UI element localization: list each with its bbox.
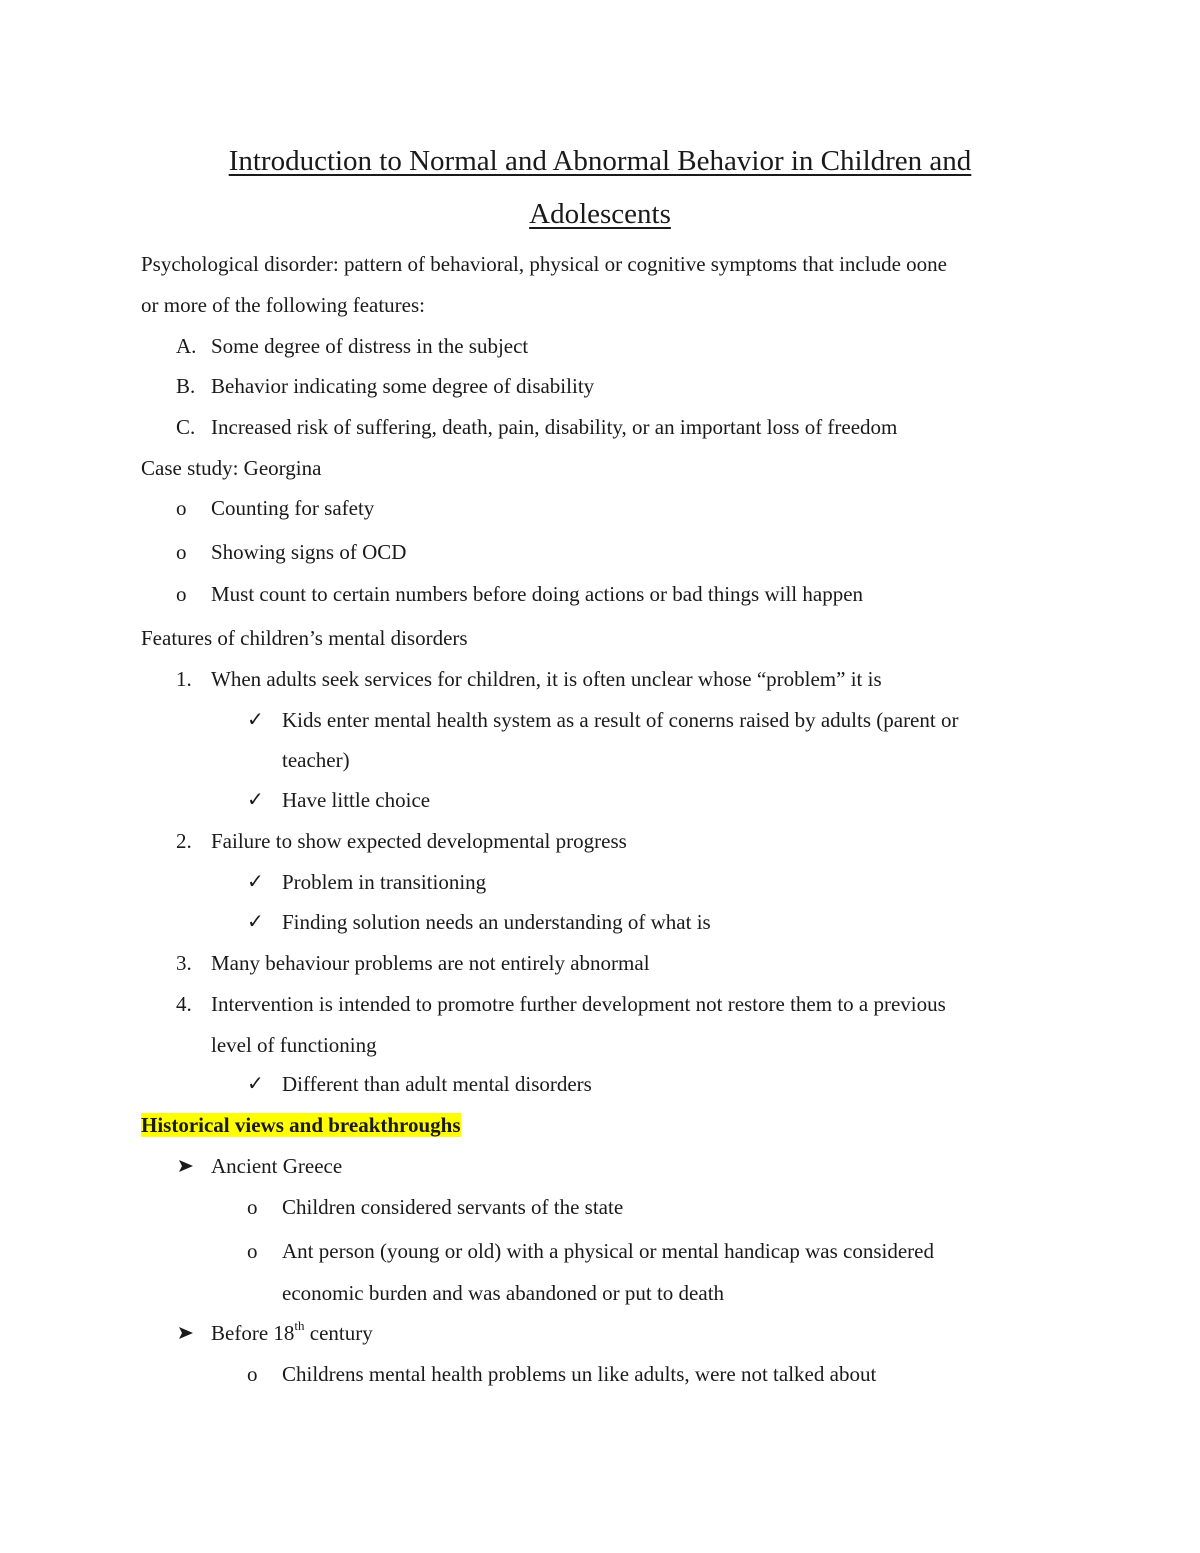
circle-bullet-icon: o: [176, 540, 187, 564]
circle-bullet-icon: o: [176, 496, 187, 520]
superscript-th: th: [294, 1318, 305, 1333]
checkmark-icon: ✓: [247, 869, 264, 893]
check-item: Different than adult mental disorders: [282, 1072, 592, 1096]
before-prefix: Before 18: [211, 1321, 295, 1345]
before-suffix: century: [304, 1321, 373, 1345]
check-item-continued: teacher): [282, 748, 350, 772]
history-item: [211, 1319, 373, 1347]
definition-line-2: or more of the following features:: [141, 293, 425, 317]
history-subitem: Ant person (young or old) with a physical or mental handicap was considered: [282, 1239, 934, 1263]
check-item: Kids enter mental health system as a result of conerns raised by adults (parent or: [282, 708, 959, 732]
history-subitem-continued: economic burden and was abandoned or put to death: [282, 1281, 725, 1305]
case-item: Counting for safety: [211, 496, 375, 520]
case-item: Showing signs of OCD: [211, 540, 407, 564]
checkmark-icon: ✓: [247, 909, 264, 933]
numbered-item-continued: level of functioning: [211, 1033, 377, 1057]
check-item: Have little choice: [282, 788, 431, 812]
list-marker-c: C.: [176, 415, 196, 439]
numbered-item: When adults seek services for children, it is often unclear whose “problem” it is: [211, 667, 882, 691]
feature-item: Behavior indicating some degree of disability: [211, 374, 595, 398]
checkmark-icon: ✓: [247, 787, 264, 811]
history-item: Ancient Greece: [211, 1154, 343, 1178]
features-heading: Features of children’s mental disorders: [141, 626, 468, 650]
list-marker-b: B.: [176, 374, 196, 398]
list-marker-4: 4.: [176, 992, 192, 1016]
list-marker-3: 3.: [176, 951, 192, 975]
highlighted-heading-text: Historical views and breakthroughs: [141, 1113, 461, 1137]
checkmark-icon: ✓: [247, 707, 264, 731]
case-study-heading: Case study: Georgina: [141, 456, 322, 480]
feature-item: Increased risk of suffering, death, pain, disability, or an important loss of freedom: [211, 415, 898, 439]
arrowhead-bullet-icon: [176, 1152, 196, 1180]
title-line-1: Introduction to Normal and Abnormal Behavior in Children and: [228, 145, 972, 177]
case-item: Must count to certain numbers before doing actions or bad things will happen: [211, 582, 864, 606]
list-marker-1: 1.: [176, 667, 192, 691]
check-item: Problem in transitioning: [282, 870, 487, 894]
circle-bullet-icon: o: [176, 582, 187, 606]
arrowhead-bullet-icon: [176, 1319, 196, 1347]
title-line-2: Adolescents: [529, 198, 671, 230]
list-marker-2: 2.: [176, 829, 192, 853]
historical-heading: [141, 1111, 461, 1139]
circle-bullet-icon: o: [247, 1362, 258, 1386]
circle-bullet-icon: o: [247, 1239, 258, 1263]
circle-bullet-icon: o: [247, 1195, 258, 1219]
check-item: Finding solution needs an understanding of what is: [282, 910, 711, 934]
feature-item: Some degree of distress in the subject: [211, 334, 529, 358]
numbered-item: Intervention is intended to promotre further development not restore them to a previous: [211, 992, 946, 1016]
numbered-item: Many behaviour problems are not entirely abnormal: [211, 951, 650, 975]
list-marker-a: A.: [176, 334, 197, 358]
history-subitem: Childrens mental health problems un like adults, were not talked about: [282, 1362, 877, 1386]
numbered-item: Failure to show expected developmental progress: [211, 829, 627, 853]
history-subitem: Children considered servants of the state: [282, 1195, 624, 1219]
definition-line-1: Psychological disorder: pattern of behavioral, physical or cognitive symptoms that include oone: [141, 252, 947, 276]
checkmark-icon: ✓: [247, 1071, 264, 1095]
